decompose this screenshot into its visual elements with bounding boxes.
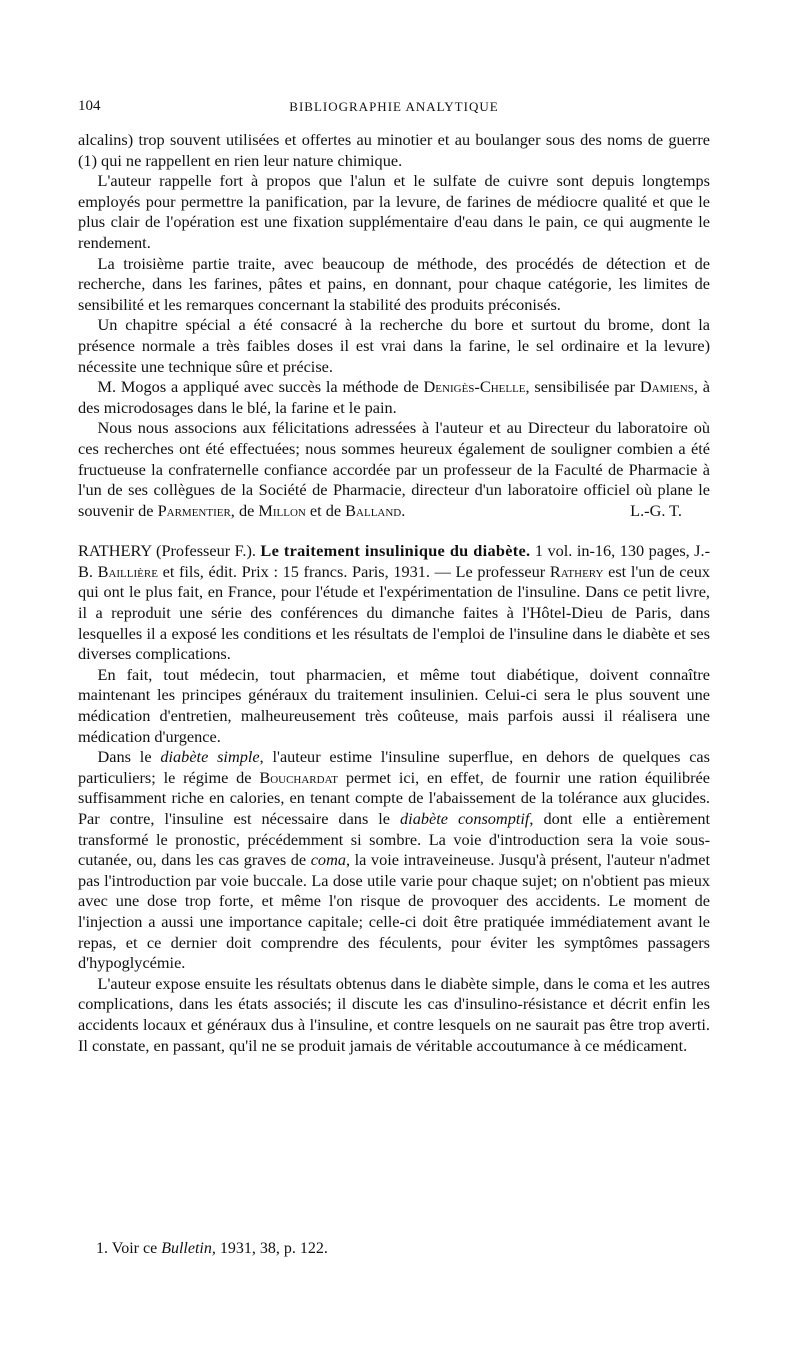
page-header (78, 98, 710, 124)
review1-paragraph-4: Un chapitre spécial a été consacré à la recherche du bore et surtout du brome, dont la présence normale a très faibles doses il est vrai dans la farine, le sel ordinaire et la levure) nécessite une technique sûre et précise. (78, 315, 710, 376)
author-name: Bouchardat (259, 767, 339, 787)
page-number: 104 (78, 98, 101, 114)
review1-paragraph-1: alcalins) trop souvent utilisées et offertes au minotier et au boulanger sous des noms de guerre (1) qui ne rappellent en rien leur nature chimique. (78, 130, 710, 170)
review2-paragraph-1: RATHERY (Professeur F.). Le traitement insulinique du diabète. 1 vol. in-16, 130 pages, J.-B. Baillière et fils, édit. Prix : 15 francs. Paris, 1931. — Le professeur Rathery est l'un de ceux qui ont le plus fait, en France, pour l'étude et l'expérimentation de l'insuline. Dans ce petit livre, il a reproduit une série des conférences du dimanche faites à l'Hôtel-Dieu de Paris, dans lesquelles il a exposé les conditions et les résultats de l'emploi de l'insuline dans le diabète et ses diverses complications. (78, 541, 711, 664)
entry-separator (78, 521, 710, 541)
book-author: RATHERY (Professeur F.). (78, 541, 256, 561)
publisher-name: Baillière (97, 561, 158, 581)
author-name: Denigès-Chelle (423, 377, 526, 397)
author-name: Parmentier (157, 500, 231, 520)
footnote: 1. Voir ce Bulletin, 1931, 38, p. 122. (96, 1240, 328, 1257)
review2-paragraph-4: L'auteur expose ensuite les résultats obtenus dans le diabète simple, dans le coma et les autres complications, dans les états associés; il discute les cas d'insulino-résistance et décrit enfin les accidents locaux et généraux dus à l'insuline, et contre lesquels on ne saurait pas être trop averti. Il constate, en passant, qu'il ne se produit jamais de véritable accoutumance à ce médicament. (78, 973, 710, 1055)
review2-paragraph-3: Dans le diabète simple, l'auteur estime l'insuline superflue, en dehors de quelques cas particuliers; le régime de Bouchardat permet ici, en effet, de fournir une ration équilibrée suffisamment riche en calories, en tenant compte de l'abaissement de la tolérance aux glucides. Par contre, l'insuline est nécessaire dans le diabète consomptif, dont elle a entièrement transformé le pronostic, précédemment si sombre. La voie d'introduction sera la voie sous-cutanée, ou, dans les cas graves de coma, la voie intraveineuse. Jusqu'à présent, l'auteur n'admet pas l'introduction par voie buccale. La dose utile varie pour chaque sujet; on n'obtient pas mieux avec une dose trop forte, et même l'on risque de provoquer des accidents. Le moment de l'injection a aussi une importance capitale; celle-ci doit être pratiquée immédiatement avant le repas, et ce dernier doit comprendre des féculents, pour éviter les symptômes passagers d'hypoglycémie. (78, 747, 711, 973)
footnote-ref: 1 (83, 150, 92, 170)
review1-paragraph-6: Nous nous associons aux félicitations adressées à l'auteur et au Directeur du laboratoire où ces recherches ont été effectuées; nous sommes heureux également de souligner combien a été fructueuse la confraternelle confiance accordée par un professeur de la Faculté de Pharmacie à l'un de ses collègues de la Société de Pharmacie, directeur d'un laboratoire officiel où plane le souvenir de Parmentier, de Millon et de Balland. L.-G. T. (78, 418, 710, 520)
review2-paragraph-2: En fait, tout médecin, tout pharmacien, et même tout diabétique, doivent connaître maintenant les principes généraux du traitement insulinien. Celui-ci sera le plus souvent une médication d'entretien, malheureusement très coûteuse, mais parfois aussi il réalisera une médication d'urgence. (78, 664, 710, 746)
body-text (78, 130, 710, 1056)
reviewer-signature: L.-G. T. (630, 500, 682, 520)
book-title: Le traitement insulinique du diabète. (260, 541, 531, 561)
review1-paragraph-2: L'auteur rappelle fort à propos que l'alun et le sulfate de cuivre sont depuis longtemps employés pour permettre la panification, par la levure, de farines de médiocre qualité et que le plus clair de l'opération est une fixation supplémentaire d'eau dans le pain, ce qui augmente le rendement. (78, 171, 710, 252)
author-name: Millon (258, 500, 306, 520)
running-title: BIBLIOGRAPHIE ANALYTIQUE (289, 99, 499, 114)
italic-term: coma (310, 850, 346, 870)
italic-term: diabète simple (160, 747, 260, 767)
review1-paragraph-3: La troisième partie traite, avec beaucoup de méthode, des procédés de détection et de recherche, dans les farines, pâtes et pains, en donnant, pour chaque catégorie, les limites de sensibilité et les remarques concernant la stabilité des produits préconisés. (78, 253, 710, 314)
journal-title: Bulletin (161, 1240, 212, 1257)
italic-term: diabète consomptif (400, 809, 530, 828)
review1-paragraph-5: M. Mogos a appliqué avec succès la méthode de Denigès-Chelle, sensibilisée par Damiens, à des microdosages dans le blé, la farine et le pain. (78, 377, 710, 417)
author-name: Balland (345, 500, 402, 520)
author-name: Rathery (549, 561, 604, 581)
author-name: Damiens (639, 377, 694, 397)
